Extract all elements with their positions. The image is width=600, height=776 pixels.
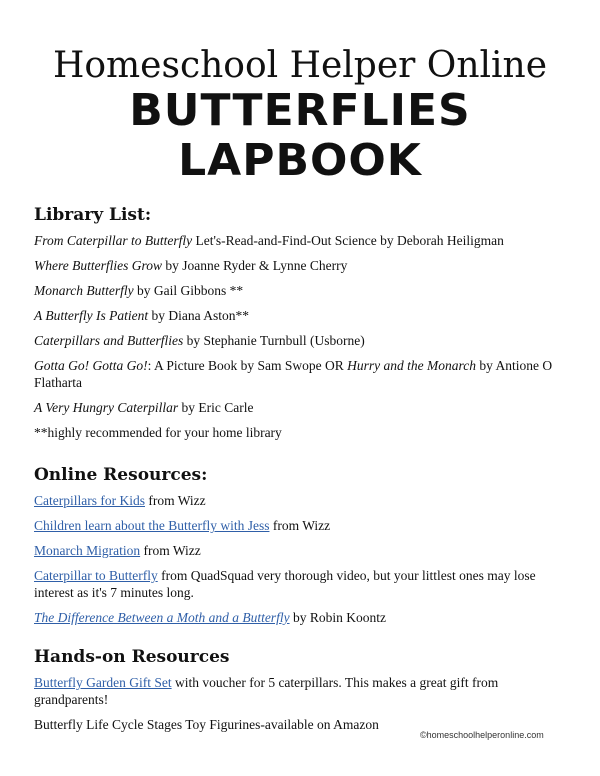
book-title: A Very Hungry Caterpillar bbox=[34, 400, 179, 415]
resource-link[interactable]: Monarch Migration bbox=[34, 543, 141, 558]
resource-details: by Robin Koontz bbox=[289, 610, 386, 625]
book-details-alt: by Antione O Flatharta bbox=[34, 358, 553, 390]
resource-link[interactable] bbox=[34, 610, 290, 625]
site-title: Homeschool Helper Online bbox=[52, 45, 548, 86]
library-note: **highly recommended for your home library bbox=[34, 425, 282, 440]
resource-link-text: The Difference Between a Moth and a Butterfly bbox=[34, 610, 290, 625]
copyright-watermark: ©homeschoolhelperonline.com bbox=[420, 730, 544, 740]
book-details: by Stephanie Turnbull (Usborne) bbox=[183, 333, 365, 348]
book-title: A Butterfly Is Patient bbox=[34, 308, 149, 323]
book-title: Monarch Butterfly bbox=[34, 283, 134, 298]
library-item bbox=[34, 282, 574, 299]
book-title-alt: Hurry and the Monarch bbox=[347, 358, 476, 373]
book-details: by Eric Carle bbox=[178, 400, 254, 415]
resource-item bbox=[34, 609, 574, 626]
book-details: by Diana Aston** bbox=[148, 308, 249, 323]
resource-item bbox=[34, 517, 574, 534]
book-title: Gotta Go! Gotta Go! bbox=[34, 358, 148, 373]
library-item bbox=[34, 332, 574, 349]
online-resources-section bbox=[34, 464, 574, 634]
resource-details: from Wizz bbox=[140, 543, 201, 558]
book-title: Where Butterflies Grow bbox=[34, 258, 162, 273]
book-details: by Gail Gibbons ** bbox=[133, 283, 244, 298]
resource-link[interactable]: Children learn about the Butterfly with Jess bbox=[34, 518, 270, 533]
library-item bbox=[34, 357, 574, 391]
library-item bbox=[34, 307, 574, 324]
page-title-line-1: BUTTERFLIES bbox=[129, 85, 471, 136]
book-details: by Joanne Ryder & Lynne Cherry bbox=[161, 258, 348, 273]
resource-details: from Wizz bbox=[269, 518, 331, 533]
library-item bbox=[34, 257, 574, 274]
book-title: From Caterpillar to Butterfly bbox=[34, 233, 193, 248]
book-title: Caterpillars and Butterflies bbox=[34, 333, 184, 348]
resource-item bbox=[34, 542, 574, 559]
book-details: Let's-Read-and-Find-Out Science by Deborah Heiligman bbox=[192, 233, 504, 248]
resource-details: from QuadSquad very thorough video, but your littlest ones may lose interest as it's 7 minutes long. bbox=[34, 568, 536, 600]
online-resources-heading: Online Resources: bbox=[34, 465, 208, 485]
hands-on-resources-heading: Hands-on Resources bbox=[34, 647, 230, 667]
resource-link[interactable]: Caterpillars for Kids bbox=[34, 493, 145, 508]
resource-link[interactable]: Caterpillar to Butterfly bbox=[34, 568, 158, 583]
resource-item bbox=[34, 674, 574, 708]
library-item bbox=[34, 399, 574, 416]
library-list-heading: Library List: bbox=[34, 205, 152, 225]
resource-details: from Wizz bbox=[144, 493, 206, 508]
resource-link[interactable]: Butterfly Garden Gift Set bbox=[34, 675, 172, 690]
resource-item bbox=[34, 492, 574, 509]
resource-item bbox=[34, 567, 574, 601]
page-title bbox=[0, 86, 600, 186]
library-list-section bbox=[34, 204, 574, 449]
resource-item: Butterfly Life Cycle Stages Toy Figurines-available on Amazon bbox=[34, 717, 379, 732]
hands-on-resources-section bbox=[34, 646, 574, 741]
resource-details: with voucher for 5 caterpillars. This makes a great gift from grandparents! bbox=[34, 675, 499, 707]
page-title-line-2: LAPBOOK bbox=[178, 135, 422, 186]
library-item bbox=[34, 232, 574, 249]
book-details: : A Picture Book by Sam Swope OR bbox=[147, 358, 348, 373]
